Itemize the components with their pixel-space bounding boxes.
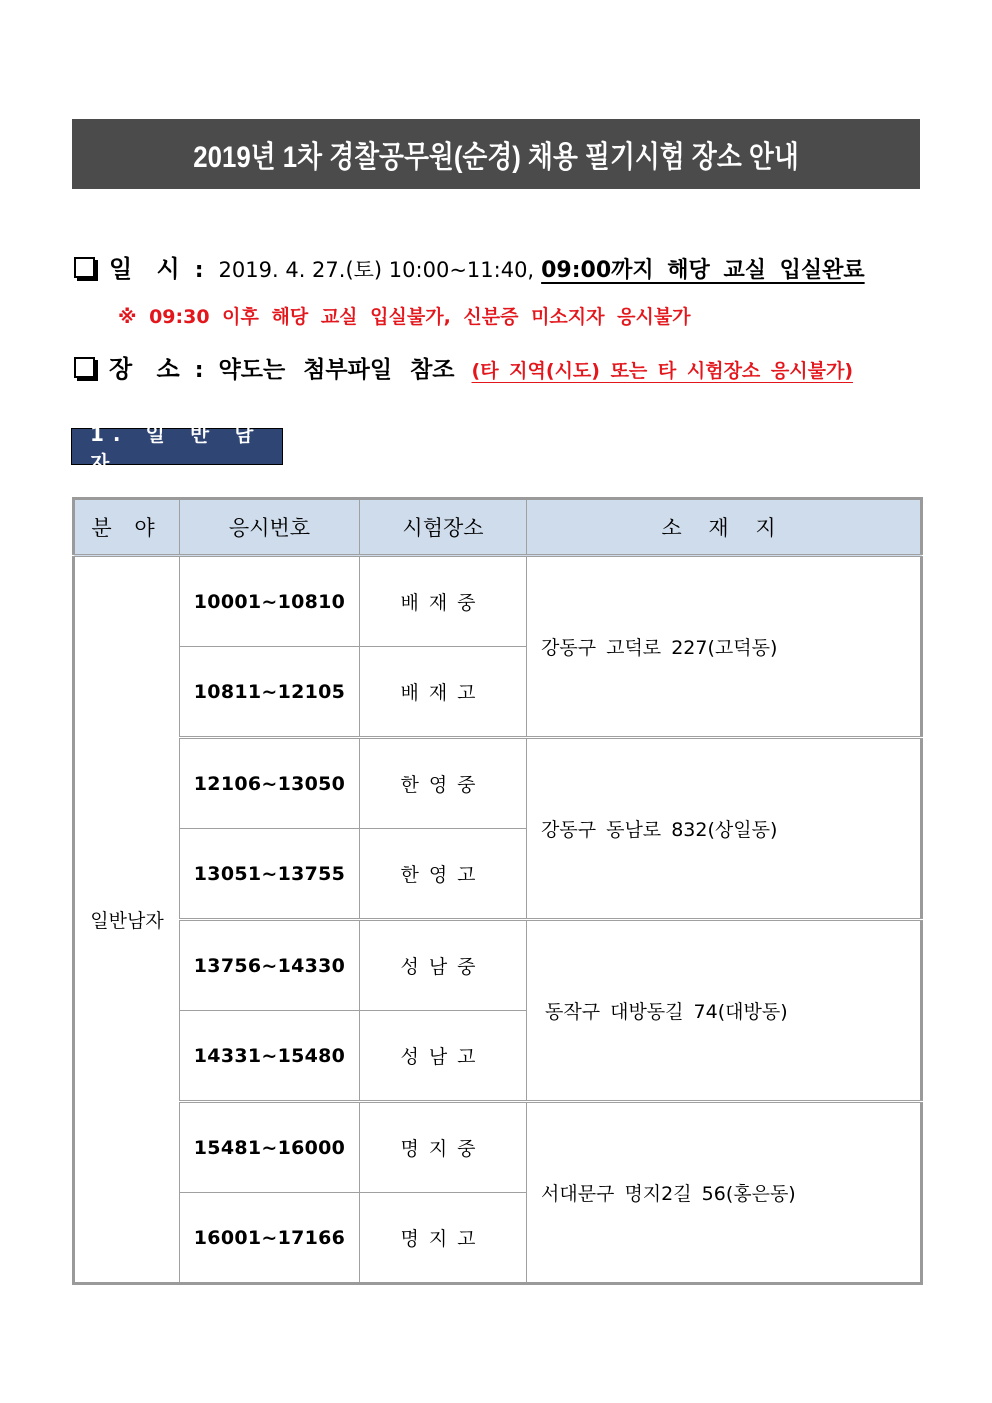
exam-number-range: 12106~13050	[180, 738, 360, 829]
exam-number-range: 14331~15480	[180, 1011, 360, 1102]
venue-address: 동작구 대방동길 74(대방동)	[527, 920, 922, 1102]
table-header-row	[74, 499, 922, 556]
table-row	[74, 556, 922, 647]
section-heading: 1. 일 반 남 자	[71, 428, 283, 465]
table-row	[74, 1102, 922, 1193]
checkbox-bullet-icon	[74, 257, 95, 278]
exam-number-range: 10811~12105	[180, 647, 360, 738]
header-address: 소 재 지	[527, 499, 922, 556]
warning-notice: ※ 09:30 이후 해당 교실 입실불가, 신분증 미소지자 응시불가	[118, 306, 691, 328]
venue-address: 강동구 고덕로 227(고덕동)	[527, 556, 922, 738]
venue-address: 서대문구 명지2길 56(홍은동)	[527, 1102, 922, 1284]
venue-name: 성남중	[360, 920, 527, 1011]
page-title-banner	[72, 119, 920, 189]
schedule-line	[72, 249, 865, 284]
schedule-colon: :	[194, 258, 204, 283]
venue-name: 한영중	[360, 738, 527, 829]
location-line	[72, 349, 853, 384]
venue-name: 명지고	[360, 1193, 527, 1284]
table-row	[74, 920, 922, 1011]
checkbox-bullet-icon	[74, 357, 95, 378]
location-restriction: (타 지역(시도) 또는 타 시험장소 응시불가)	[471, 360, 854, 382]
venue-name: 배재중	[360, 556, 527, 647]
exam-venue-table	[72, 497, 923, 1285]
exam-number-range: 16001~17166	[180, 1193, 360, 1284]
exam-number-range: 15481~16000	[180, 1102, 360, 1193]
location-text: 약도는 첨부파일 참조	[218, 357, 455, 383]
venue-name: 명지중	[360, 1102, 527, 1193]
schedule-datetime: 2019. 4. 27.(토) 10:00~11:40,	[218, 258, 535, 282]
header-exam-number: 응시번호	[180, 499, 360, 556]
schedule-label: 일 시	[109, 255, 188, 283]
exam-number-range: 13756~14330	[180, 920, 360, 1011]
exam-number-range: 10001~10810	[180, 556, 360, 647]
exam-number-range: 13051~13755	[180, 829, 360, 920]
venue-name: 한영고	[360, 829, 527, 920]
table-row	[74, 738, 922, 829]
arrival-notice: 09:00까지 해당 교실 입실완료	[541, 258, 865, 283]
header-category: 분 야	[74, 499, 180, 556]
page-title: 2019년 1차 경찰공무원(순경) 채용 필기시험 장소 안내	[193, 141, 799, 174]
header-venue: 시험장소	[360, 499, 527, 556]
venue-name: 성남고	[360, 1011, 527, 1102]
venue-address: 강동구 동남로 832(상일동)	[527, 738, 922, 920]
location-label: 장 소	[109, 355, 188, 383]
category-cell: 일반남자	[74, 556, 180, 1284]
location-colon: :	[194, 358, 204, 383]
venue-name: 배재고	[360, 647, 527, 738]
